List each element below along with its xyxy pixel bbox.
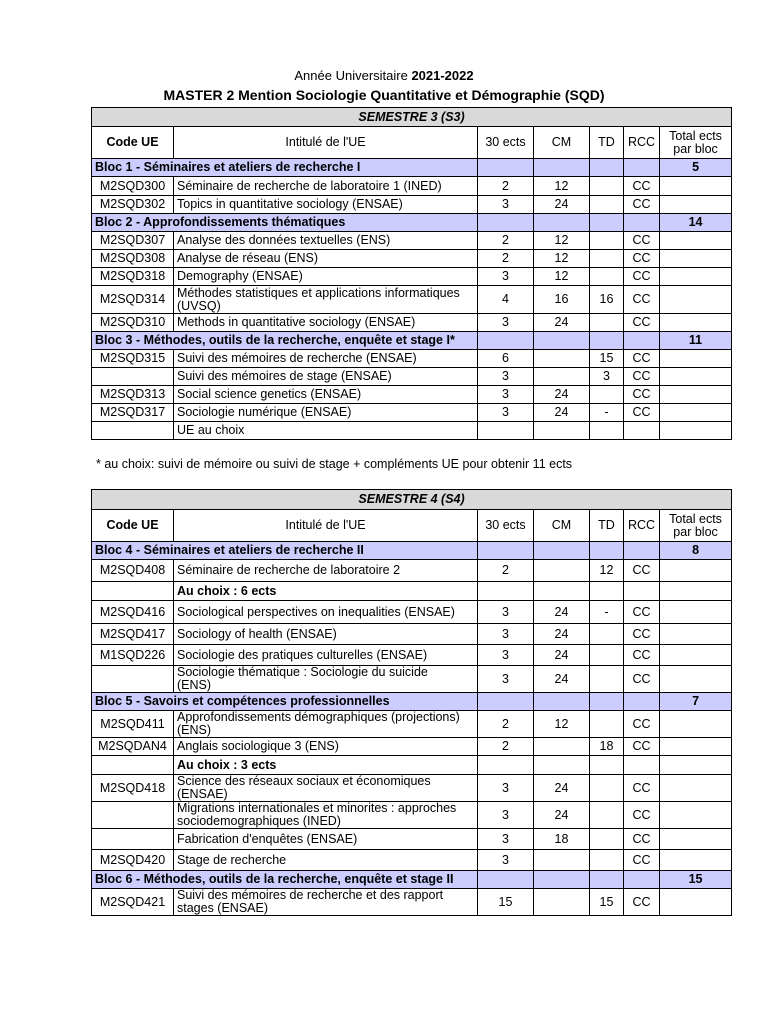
ue-total — [660, 850, 732, 871]
ue-td — [590, 177, 624, 196]
ue-cm: 16 — [534, 286, 590, 314]
ue-code — [92, 756, 174, 775]
bloc-label: Bloc 2 - Approfondissements thématiques — [92, 214, 478, 232]
empty-cell — [624, 582, 660, 601]
ue-title: Demography (ENSAE) — [174, 268, 478, 286]
bloc-empty-cell — [478, 332, 534, 350]
ue-rcc: CC — [624, 560, 660, 582]
col-ects: 30 ects — [478, 127, 534, 159]
ue-ects: 3 — [478, 850, 534, 871]
ue-cm — [534, 889, 590, 916]
ue-ects: 6 — [478, 350, 534, 368]
ue-row — [92, 314, 732, 332]
ue-code: M2SQD310 — [92, 314, 174, 332]
empty-cell — [590, 582, 624, 601]
ue-total — [660, 250, 732, 268]
ue-ects: 2 — [478, 711, 534, 738]
ue-td — [590, 232, 624, 250]
ue-cm: 12 — [534, 177, 590, 196]
bloc-label: Bloc 4 - Séminaires et ateliers de recherche II — [92, 542, 478, 560]
ue-code: M2SQD313 — [92, 386, 174, 404]
ue-td: 12 — [590, 560, 624, 582]
ue-rcc: CC — [624, 196, 660, 214]
ue-title: Séminaire de recherche de laboratoire 2 — [174, 560, 478, 582]
semester-title: SEMESTRE 4 (S4) — [92, 490, 732, 510]
ue-total — [660, 314, 732, 332]
col-code-ue: Code UE — [92, 127, 174, 159]
ue-td — [590, 250, 624, 268]
footnote: * au choix: suivi de mémoire ou suivi de stage + compléments UE pour obtenir 11 ects — [96, 457, 573, 471]
col-code-ue: Code UE — [92, 510, 174, 542]
ue-cm — [534, 422, 590, 440]
ue-ects: 3 — [478, 404, 534, 422]
empty-cell — [660, 582, 732, 601]
ue-ects: 3 — [478, 314, 534, 332]
ue-row — [92, 268, 732, 286]
ue-code: M2SQD418 — [92, 775, 174, 802]
ue-td — [590, 850, 624, 871]
ue-cm: 12 — [534, 232, 590, 250]
ue-cm: 24 — [534, 802, 590, 829]
ue-rcc: CC — [624, 666, 660, 693]
ue-code — [92, 666, 174, 693]
ue-total — [660, 802, 732, 829]
ue-title: Séminaire de recherche de laboratoire 1 (INED) — [174, 177, 478, 196]
empty-cell — [534, 756, 590, 775]
ue-td — [590, 775, 624, 802]
ue-rcc: CC — [624, 829, 660, 850]
ue-total — [660, 889, 732, 916]
ue-total — [660, 286, 732, 314]
ue-code: M2SQD417 — [92, 624, 174, 645]
bloc-empty-cell — [534, 159, 590, 177]
ue-row — [92, 775, 732, 802]
col-rcc: RCC — [624, 127, 660, 159]
ue-td: 16 — [590, 286, 624, 314]
ue-row — [92, 624, 732, 645]
ue-cm: 12 — [534, 250, 590, 268]
col-intitule: Intitulé de l'UE — [174, 510, 478, 542]
ue-total — [660, 350, 732, 368]
ue-title — [174, 711, 478, 738]
ue-code: M2SQD302 — [92, 196, 174, 214]
bloc-empty-cell — [478, 214, 534, 232]
col-total-ects — [660, 127, 732, 159]
ue-row — [92, 601, 732, 624]
ue-row — [92, 666, 732, 693]
ue-rcc: CC — [624, 601, 660, 624]
col-total-line1: Total ects — [669, 128, 722, 143]
ue-total — [660, 177, 732, 196]
ue-cm: 24 — [534, 386, 590, 404]
ue-title-line1: Science des réseaux sociaux et économiques — [177, 774, 431, 788]
ue-cm: 12 — [534, 711, 590, 738]
empty-cell — [660, 756, 732, 775]
ue-rcc: CC — [624, 286, 660, 314]
ue-ects: 2 — [478, 250, 534, 268]
bloc-empty-cell — [590, 693, 624, 711]
bloc-label: Bloc 5 - Savoirs et compétences professionnelles — [92, 693, 478, 711]
ue-title — [174, 286, 478, 314]
ue-total — [660, 404, 732, 422]
ue-total — [660, 829, 732, 850]
choice-label: Au choix : 6 ects — [174, 582, 478, 601]
bloc-total: 14 — [660, 214, 732, 232]
bloc-empty-cell — [478, 871, 534, 889]
ue-title: Topics in quantitative sociology (ENSAE) — [174, 196, 478, 214]
ue-ects: 3 — [478, 196, 534, 214]
bloc-empty-cell — [590, 542, 624, 560]
ue-title: Social science genetics (ENSAE) — [174, 386, 478, 404]
ue-ects: 3 — [478, 601, 534, 624]
ue-total — [660, 738, 732, 756]
ue-rcc: CC — [624, 177, 660, 196]
ue-ects: 3 — [478, 268, 534, 286]
ue-title: Analyse des données textuelles (ENS) — [174, 232, 478, 250]
ue-cm — [534, 850, 590, 871]
ue-td: - — [590, 601, 624, 624]
ue-td — [590, 422, 624, 440]
ue-rcc: CC — [624, 624, 660, 645]
ue-total — [660, 711, 732, 738]
bloc-row — [92, 214, 732, 232]
ue-row — [92, 404, 732, 422]
ue-title: Suivi des mémoires de recherche (ENSAE) — [174, 350, 478, 368]
ue-code — [92, 829, 174, 850]
bloc-empty-cell — [590, 871, 624, 889]
ue-total — [660, 268, 732, 286]
ue-td — [590, 711, 624, 738]
bloc-empty-cell — [534, 542, 590, 560]
ue-ects: 4 — [478, 286, 534, 314]
ue-total — [660, 196, 732, 214]
bloc-total: 15 — [660, 871, 732, 889]
ue-title: Sociology of health (ENSAE) — [174, 624, 478, 645]
ue-ects: 3 — [478, 775, 534, 802]
ue-ects: 3 — [478, 802, 534, 829]
ue-rcc: CC — [624, 404, 660, 422]
ue-total — [660, 422, 732, 440]
bloc-empty-cell — [590, 332, 624, 350]
bloc-row — [92, 542, 732, 560]
ue-title-line2: sociodemographiques (INED) — [177, 814, 341, 828]
column-header-row — [92, 127, 732, 159]
ue-td: - — [590, 404, 624, 422]
ue-ects — [478, 422, 534, 440]
ue-title — [174, 775, 478, 802]
ue-ects: 3 — [478, 829, 534, 850]
ue-row — [92, 738, 732, 756]
ue-row — [92, 196, 732, 214]
academic-year-label: Année Universitaire — [294, 68, 412, 83]
col-ects: 30 ects — [478, 510, 534, 542]
bloc-empty-cell — [624, 693, 660, 711]
bloc-empty-cell — [624, 332, 660, 350]
choice-row — [92, 756, 732, 775]
ue-td — [590, 624, 624, 645]
ue-cm — [534, 738, 590, 756]
ue-row — [92, 711, 732, 738]
ue-rcc: CC — [624, 350, 660, 368]
empty-cell — [534, 582, 590, 601]
ue-code: M2SQDAN4 — [92, 738, 174, 756]
ue-title-line2: (UVSQ) — [177, 298, 221, 313]
ue-ects: 15 — [478, 889, 534, 916]
semester-title: SEMESTRE 3 (S3) — [92, 108, 732, 127]
ue-code: M2SQD315 — [92, 350, 174, 368]
ue-row — [92, 350, 732, 368]
ue-cm: 24 — [534, 404, 590, 422]
bloc-empty-cell — [534, 693, 590, 711]
bloc-empty-cell — [624, 871, 660, 889]
ue-cm: 18 — [534, 829, 590, 850]
ue-title: Sociologie numérique (ENSAE) — [174, 404, 478, 422]
bloc-total: 8 — [660, 542, 732, 560]
ue-cm — [534, 560, 590, 582]
academic-year-value: 2021-2022 — [411, 68, 474, 83]
ue-code — [92, 422, 174, 440]
ue-title: Sociologie des pratiques culturelles (ENSAE) — [174, 645, 478, 666]
ue-title-line1: Sociologie thématique : Sociologie du suicide — [177, 665, 428, 679]
ue-rcc: CC — [624, 268, 660, 286]
ue-row — [92, 386, 732, 404]
bloc-empty-cell — [590, 214, 624, 232]
bloc-row — [92, 693, 732, 711]
ue-row — [92, 645, 732, 666]
semester-3-table — [91, 107, 732, 440]
ue-rcc: CC — [624, 738, 660, 756]
ue-title — [174, 666, 478, 693]
document-title: MASTER 2 Mention Sociologie Quantitative et Démographie (SQD) — [163, 87, 605, 103]
ue-title — [174, 802, 478, 829]
ue-cm: 24 — [534, 314, 590, 332]
choice-row — [92, 582, 732, 601]
ue-code: M2SQD416 — [92, 601, 174, 624]
ue-title: Analyse de réseau (ENS) — [174, 250, 478, 268]
ue-code: M2SQD420 — [92, 850, 174, 871]
ue-rcc: CC — [624, 386, 660, 404]
col-total-line2: par bloc — [673, 524, 718, 539]
bloc-empty-cell — [478, 693, 534, 711]
col-total-ects — [660, 510, 732, 542]
empty-cell — [478, 582, 534, 601]
ue-rcc: CC — [624, 314, 660, 332]
ue-ects: 2 — [478, 560, 534, 582]
ue-total — [660, 368, 732, 386]
ue-title-line2: (ENS) — [177, 678, 212, 692]
ue-title: UE au choix — [174, 422, 478, 440]
ue-row — [92, 802, 732, 829]
column-header-row — [92, 510, 732, 542]
academic-year — [0, 68, 768, 83]
ue-title-line1: Approfondissements démographiques (projections) — [177, 710, 460, 724]
bloc-total: 5 — [660, 159, 732, 177]
ue-total — [660, 560, 732, 582]
ue-rcc: CC — [624, 232, 660, 250]
ue-td — [590, 802, 624, 829]
ue-cm: 24 — [534, 666, 590, 693]
ue-code: M2SQD408 — [92, 560, 174, 582]
ue-title-line2: (ENS) — [177, 723, 212, 737]
ue-ects: 3 — [478, 645, 534, 666]
ue-title-line1: Suivi des mémoires de recherche et des rapport — [177, 888, 444, 902]
ue-row — [92, 889, 732, 916]
ue-td: 15 — [590, 350, 624, 368]
ue-cm: 12 — [534, 268, 590, 286]
ue-rcc: CC — [624, 368, 660, 386]
col-total-line1: Total ects — [669, 511, 722, 526]
bloc-label: Bloc 3 - Méthodes, outils de la recherche, enquête et stage I* — [92, 332, 478, 350]
ue-td — [590, 314, 624, 332]
ue-code — [92, 582, 174, 601]
ue-cm: 24 — [534, 645, 590, 666]
ue-ects: 3 — [478, 666, 534, 693]
bloc-empty-cell — [590, 159, 624, 177]
ue-rcc: CC — [624, 889, 660, 916]
ue-code — [92, 802, 174, 829]
empty-cell — [624, 756, 660, 775]
ue-ects: 3 — [478, 624, 534, 645]
bloc-total: 7 — [660, 693, 732, 711]
ue-total — [660, 386, 732, 404]
bloc-row — [92, 332, 732, 350]
ue-rcc: CC — [624, 250, 660, 268]
ue-rcc: CC — [624, 775, 660, 802]
ue-row — [92, 850, 732, 871]
bloc-label: Bloc 6 - Méthodes, outils de la recherche, enquête et stage II — [92, 871, 478, 889]
ue-total — [660, 645, 732, 666]
ue-title-line2: stages (ENSAE) — [177, 901, 269, 915]
ue-cm — [534, 350, 590, 368]
bloc-label: Bloc 1 - Séminaires et ateliers de recherche I — [92, 159, 478, 177]
ue-title: Stage de recherche — [174, 850, 478, 871]
col-rcc: RCC — [624, 510, 660, 542]
ue-row — [92, 829, 732, 850]
ue-td — [590, 386, 624, 404]
ue-cm: 24 — [534, 601, 590, 624]
ue-code: M2SQD307 — [92, 232, 174, 250]
ue-ects: 2 — [478, 177, 534, 196]
ue-title-line1: Méthodes statistiques et applications informatiques — [177, 285, 460, 300]
ue-total — [660, 232, 732, 250]
ue-cm: 24 — [534, 775, 590, 802]
ue-rcc: CC — [624, 645, 660, 666]
ue-code — [92, 368, 174, 386]
ue-cm — [534, 368, 590, 386]
ue-rcc: CC — [624, 711, 660, 738]
ue-total — [660, 624, 732, 645]
ue-row — [92, 422, 732, 440]
bloc-row — [92, 159, 732, 177]
ue-code: M2SQD314 — [92, 286, 174, 314]
col-total-line2: par bloc — [673, 141, 718, 156]
bloc-empty-cell — [478, 159, 534, 177]
semester-title-row — [92, 108, 732, 127]
col-td: TD — [590, 510, 624, 542]
ue-code: M2SQD308 — [92, 250, 174, 268]
ue-title: Fabrication d'enquêtes (ENSAE) — [174, 829, 478, 850]
bloc-empty-cell — [624, 214, 660, 232]
ue-row — [92, 286, 732, 314]
ue-ects: 2 — [478, 232, 534, 250]
bloc-row — [92, 871, 732, 889]
col-td: TD — [590, 127, 624, 159]
ue-td — [590, 196, 624, 214]
ue-code: M2SQD421 — [92, 889, 174, 916]
ue-code: M2SQD317 — [92, 404, 174, 422]
ue-code: M2SQD300 — [92, 177, 174, 196]
ue-total — [660, 601, 732, 624]
ue-row — [92, 177, 732, 196]
ue-title-line2: (ENSAE) — [177, 787, 228, 801]
bloc-empty-cell — [624, 542, 660, 560]
ue-td — [590, 645, 624, 666]
ue-row — [92, 560, 732, 582]
col-cm: CM — [534, 127, 590, 159]
bloc-total: 11 — [660, 332, 732, 350]
ue-td — [590, 666, 624, 693]
empty-cell — [478, 756, 534, 775]
ue-td — [590, 268, 624, 286]
ue-code: M1SQD226 — [92, 645, 174, 666]
empty-cell — [590, 756, 624, 775]
bloc-empty-cell — [534, 871, 590, 889]
ue-title-line1: Migrations internationales et minorites : approches — [177, 801, 457, 815]
ue-ects: 2 — [478, 738, 534, 756]
ue-rcc: CC — [624, 802, 660, 829]
ue-title: Suivi des mémoires de stage (ENSAE) — [174, 368, 478, 386]
bloc-empty-cell — [534, 214, 590, 232]
ue-code: M2SQD411 — [92, 711, 174, 738]
ue-title: Anglais sociologique 3 (ENS) — [174, 738, 478, 756]
ue-title: Methods in quantitative sociology (ENSAE) — [174, 314, 478, 332]
ue-cm: 24 — [534, 196, 590, 214]
semester-4-table — [91, 489, 732, 916]
ue-ects: 3 — [478, 368, 534, 386]
choice-label: Au choix : 3 ects — [174, 756, 478, 775]
ue-row — [92, 250, 732, 268]
ue-total — [660, 775, 732, 802]
ue-td: 15 — [590, 889, 624, 916]
bloc-empty-cell — [534, 332, 590, 350]
ue-title — [174, 889, 478, 916]
ue-td: 3 — [590, 368, 624, 386]
ue-rcc — [624, 422, 660, 440]
bloc-empty-cell — [624, 159, 660, 177]
ue-cm: 24 — [534, 624, 590, 645]
ue-total — [660, 666, 732, 693]
ue-td: 18 — [590, 738, 624, 756]
ue-rcc: CC — [624, 850, 660, 871]
ue-td — [590, 829, 624, 850]
bloc-empty-cell — [478, 542, 534, 560]
ue-code: M2SQD318 — [92, 268, 174, 286]
col-intitule: Intitulé de l'UE — [174, 127, 478, 159]
ue-row — [92, 368, 732, 386]
col-cm: CM — [534, 510, 590, 542]
ue-ects: 3 — [478, 386, 534, 404]
ue-title: Sociological perspectives on inequalities (ENSAE) — [174, 601, 478, 624]
semester-title-row — [92, 490, 732, 510]
ue-row — [92, 232, 732, 250]
